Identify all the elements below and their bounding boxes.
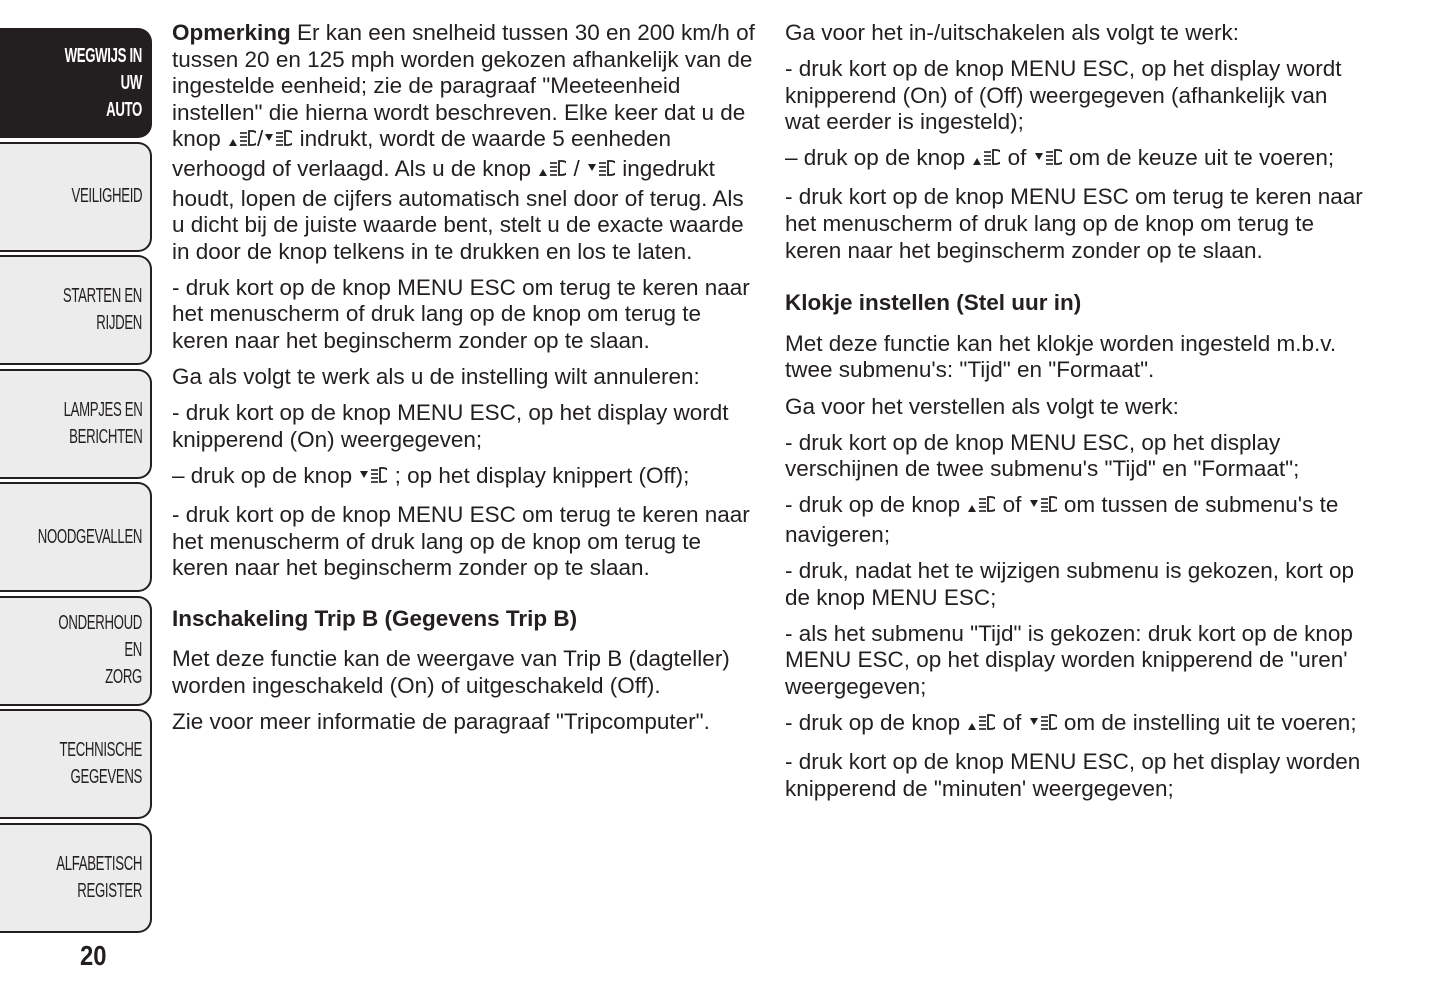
text: of: [996, 492, 1028, 518]
text: /: [567, 155, 587, 181]
section-tabs: [0, 28, 152, 936]
arrow-up-lamp-icon: [967, 711, 995, 740]
paragraph: Ga als volgt te werk als u de instelling wilt annuleren:: [172, 364, 700, 390]
tab-starten-en-rijden[interactable]: [0, 255, 152, 365]
section-heading-klokje: Klokje instellen (Stel uur in): [785, 290, 1082, 316]
section-heading-trip-b: Inschakeling Trip B (Gegevens Trip B): [172, 605, 578, 631]
arrow-down-lamp-icon: [1029, 711, 1057, 740]
tab-label: NOODGEVALLEN: [37, 525, 142, 548]
tab-onderhoud-en-zorg[interactable]: [0, 596, 152, 706]
arrow-down-lamp-icon: [1034, 146, 1062, 175]
paragraph: Zie voor meer informatie de paragraaf "Tripcomputer".: [172, 709, 710, 735]
paragraph: [785, 145, 1365, 175]
tab-label: LAMPJES EN BERICHTEN: [63, 398, 142, 448]
paragraph: [785, 492, 1365, 548]
text: om de keuze uit te voeren;: [1062, 145, 1335, 171]
arrow-up-lamp-icon: [972, 146, 1000, 175]
note-lead: Opmerking: [172, 20, 291, 45]
paragraph: - druk kort op de knop MENU ESC, op het display wordt knipperend (On) of (Off) weergegeven (afhankelijk van wat eerder is ingesteld);: [785, 56, 1342, 135]
text: - druk op de knop: [785, 492, 967, 518]
paragraph: Ga voor het in-/uitschakelen als volgt te werk:: [785, 20, 1239, 45]
paragraph: - druk kort op de knop MENU ESC om terug te keren naar het menuscherm of druk lang op de knop om terug te keren naar het beginscherm zonder op te slaan.: [785, 184, 1363, 263]
note-paragraph: [172, 20, 757, 265]
arrow-down-lamp-icon: [587, 157, 615, 186]
text: of: [1001, 145, 1033, 171]
arrow-down-lamp-icon: [264, 127, 292, 156]
tab-wegwijs[interactable]: [0, 28, 152, 138]
text: om tussen de submenu's te navigeren;: [785, 492, 1339, 547]
paragraph: - druk, nadat het te wijzigen submenu is gekozen, kort op de knop MENU ESC;: [785, 558, 1355, 610]
left-column: [172, 20, 757, 745]
paragraph: - druk kort op de knop MENU ESC om terug te keren naar het menuscherm of druk lang op de knop om terug te keren naar het beginscherm zonder op te slaan.: [172, 502, 750, 581]
text: – druk op de knop: [172, 462, 359, 488]
text: ingedrukt houdt, lopen de cijfers automatisch snel door of terug. Als u dicht bij de juiste waarde bent, stelt u de exacte waarde in door de knop telkens in te drukken en los te laten.: [172, 155, 744, 264]
tab-veiligheid[interactable]: [0, 142, 152, 252]
paragraph: [785, 710, 1365, 740]
arrow-up-lamp-icon: [228, 127, 256, 156]
tab-noodgevallen[interactable]: [0, 482, 152, 592]
tab-label: VEILIGHEID: [71, 185, 142, 207]
text: indrukt, wordt de waarde 5 eenheden verhoogd of verlaagd. Als u de knop: [172, 126, 672, 181]
text: /: [257, 126, 264, 152]
paragraph: Met deze functie kan de weergave van Trip B (dagteller) worden ingeschakeld (On) of uitgeschakeld (Off).: [172, 646, 730, 698]
tab-label: ONDERHOUD EN ZORG: [58, 612, 142, 688]
tab-label: ALFABETISCH REGISTER: [56, 852, 142, 902]
paragraph: - druk kort op de knop MENU ESC, op het display wordt knipperend (On) weergegeven;: [172, 400, 729, 452]
tab-lampjes-en-berichten[interactable]: [0, 369, 152, 479]
tab-technische-gegevens[interactable]: [0, 709, 152, 819]
text: ; op het display knippert (Off);: [388, 462, 690, 488]
arrow-up-lamp-icon: [538, 157, 566, 186]
right-column: [785, 20, 1365, 812]
paragraph: - als het submenu "Tijd" is gekozen: druk kort op de knop MENU ESC, op het display worden knipperend de "uren' weergegeven;: [785, 620, 1353, 699]
text: - druk op de knop: [785, 709, 967, 735]
paragraph: - druk kort op de knop MENU ESC, op het display worden knipperend de "minuten' weergegeven;: [785, 749, 1361, 801]
tab-label: TECHNISCHE GEGEVENS: [59, 739, 142, 788]
paragraph: Ga voor het verstellen als volgt te werk:: [785, 393, 1179, 419]
paragraph: - druk kort op de knop MENU ESC, op het display verschijnen de twee submenu's "Tijd" en "Formaat";: [785, 429, 1300, 482]
page-number: 20: [80, 940, 107, 971]
arrow-down-lamp-icon: [1029, 493, 1057, 522]
paragraph: [172, 463, 757, 493]
tab-alfabetisch-register[interactable]: [0, 823, 152, 933]
text: – druk op de knop: [785, 145, 972, 171]
arrow-down-lamp-icon: [359, 464, 387, 493]
text: of: [996, 709, 1028, 735]
text: om de instelling uit te voeren;: [1057, 709, 1357, 735]
paragraph: - druk kort op de knop MENU ESC om terug te keren naar het menuscherm of druk lang op de knop om terug te keren naar het beginscherm zonder op te slaan.: [172, 274, 750, 354]
tab-label: STARTEN EN RIJDEN: [62, 285, 143, 334]
arrow-up-lamp-icon: [967, 493, 995, 522]
paragraph: Met deze functie kan het klokje worden ingesteld m.b.v. twee submenu's: "Tijd" en "Formaat".: [785, 330, 1337, 383]
text: Er kan een snelheid tussen 30 en 200 km/h of tussen 20 en 125 mph worden gekozen afhankelijk van de ingestelde eenheid; zie de paragraaf "Meeteenheid instellen" die hierna wordt beschreven. Elke keer dat u de knop: [172, 20, 755, 152]
tab-label: WEGWIJS IN UW AUTO: [64, 44, 142, 121]
